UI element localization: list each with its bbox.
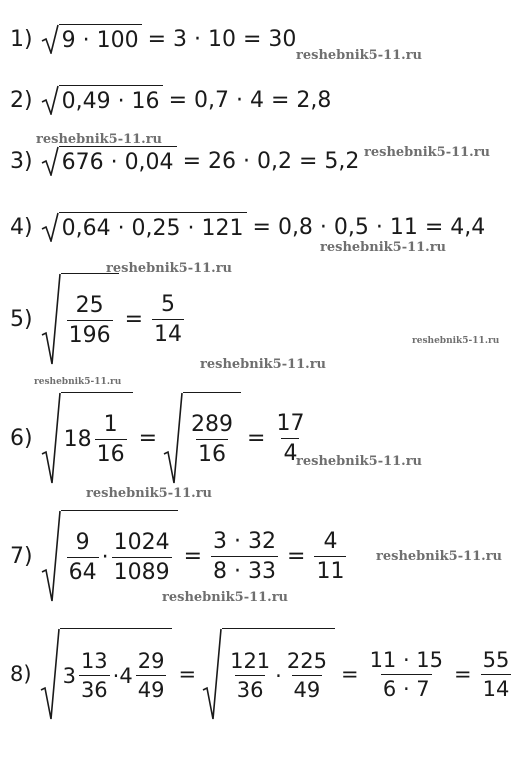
square-root xyxy=(163,392,241,484)
numerator: 13 xyxy=(80,649,108,673)
radicand: 0,64 · 0,25 · 121 xyxy=(59,212,247,242)
equation-row-1 xyxy=(10,24,302,54)
result-expression: = 3 · 10 = 30 xyxy=(147,26,297,52)
multiply-dot: · xyxy=(112,663,120,688)
numerator: 3 · 32 xyxy=(213,528,277,554)
radical-sign-icon xyxy=(41,146,59,176)
square-root xyxy=(41,24,142,54)
fraction xyxy=(481,648,512,701)
denominator: 8 · 33 xyxy=(211,556,278,584)
watermark: reshebnik5-11.ru xyxy=(296,454,423,469)
denominator: 16 xyxy=(95,439,127,467)
multiply-dot: · xyxy=(275,663,282,688)
numerator: 25 xyxy=(75,293,104,318)
problem-number: 5) xyxy=(10,306,33,332)
equals-sign: = xyxy=(287,543,306,569)
watermark: reshebnik5-11.ru xyxy=(412,336,500,346)
watermark: reshebnik5-11.ru xyxy=(364,145,491,160)
problem-number: 3) xyxy=(10,148,33,174)
radical-sign-icon xyxy=(41,273,61,365)
numerator: 1024 xyxy=(113,530,170,555)
radical-sign-icon xyxy=(41,392,61,484)
numerator: 9 xyxy=(75,530,90,555)
radical-sign-icon xyxy=(41,85,59,115)
square-root xyxy=(41,392,133,484)
radicand xyxy=(61,510,178,602)
numerator: 11 · 15 xyxy=(369,647,444,672)
result-expression: = 0,7 · 4 = 2,8 xyxy=(168,87,332,113)
denominator: 36 xyxy=(235,675,266,702)
radical-sign-icon xyxy=(40,628,60,720)
numerator: 17 xyxy=(276,410,305,436)
fraction xyxy=(189,412,235,467)
equals-sign: = xyxy=(178,662,197,686)
square-root xyxy=(41,273,119,365)
radicand xyxy=(61,392,133,484)
fraction xyxy=(79,649,110,702)
radicand: 9 · 100 xyxy=(59,24,142,54)
equation-row-5 xyxy=(10,273,187,365)
radical-sign-icon xyxy=(41,510,61,602)
equation-row-8 xyxy=(10,628,514,720)
equals-sign: = xyxy=(124,306,144,332)
watermark: reshebnik5-11.ru xyxy=(106,261,233,276)
problem-number: 6) xyxy=(10,425,33,451)
numerator: 1 xyxy=(103,412,118,437)
mixed-number xyxy=(64,412,130,467)
fraction xyxy=(211,529,278,584)
radical-sign-icon xyxy=(41,24,59,54)
numerator: 5 xyxy=(161,291,176,317)
result-expression: = 0,8 · 0,5 · 11 = 4,4 xyxy=(252,214,486,240)
problem-number: 4) xyxy=(10,214,33,240)
square-root xyxy=(41,212,247,242)
square-root xyxy=(202,628,335,720)
multiply-dot: · xyxy=(101,545,109,570)
fraction xyxy=(112,530,172,585)
equals-sign: = xyxy=(454,662,472,686)
mixed-number xyxy=(119,649,169,702)
numerator: 225 xyxy=(286,649,327,673)
square-root xyxy=(40,628,173,720)
radical-sign-icon xyxy=(163,392,183,484)
equals-sign: = xyxy=(138,425,158,451)
equals-sign: = xyxy=(340,662,359,686)
watermark: reshebnik5-11.ru xyxy=(86,486,213,501)
denominator: 49 xyxy=(136,675,167,702)
watermark: reshebnik5-11.ru xyxy=(34,377,122,387)
denominator: 16 xyxy=(196,439,228,467)
whole-part: 4 xyxy=(119,663,133,688)
numerator: 289 xyxy=(191,412,234,437)
watermark: reshebnik5-11.ru xyxy=(162,590,289,605)
numerator: 121 xyxy=(230,649,271,673)
equation-row-3 xyxy=(10,146,365,176)
mixed-number xyxy=(63,649,113,702)
square-root xyxy=(41,85,163,115)
fraction xyxy=(67,293,113,348)
fraction xyxy=(285,649,329,702)
fraction xyxy=(95,412,127,467)
radicand xyxy=(60,628,173,720)
result-expression: = 26 · 0,2 = 5,2 xyxy=(182,148,360,174)
fraction xyxy=(67,530,99,585)
numerator: 4 xyxy=(323,528,338,554)
watermark: reshebnik5-11.ru xyxy=(200,357,327,372)
denominator: 6 · 7 xyxy=(381,674,432,701)
watermark: reshebnik5-11.ru xyxy=(320,240,447,255)
square-root xyxy=(41,510,178,602)
denominator: 11 xyxy=(314,556,346,584)
watermark: reshebnik5-11.ru xyxy=(36,132,163,147)
fraction xyxy=(136,649,167,702)
denominator: 14 xyxy=(481,674,512,701)
denominator: 36 xyxy=(79,675,110,702)
fraction xyxy=(228,649,272,702)
radical-sign-icon xyxy=(41,212,59,242)
equals-sign: = xyxy=(183,543,203,569)
watermark: reshebnik5-11.ru xyxy=(296,48,423,63)
equation-row-4 xyxy=(10,212,491,242)
problem-number: 1) xyxy=(10,26,33,52)
square-root xyxy=(41,146,177,176)
numerator: 55 xyxy=(482,647,510,672)
problem-number: 8) xyxy=(10,662,32,686)
radicand xyxy=(222,628,335,720)
equation-row-7 xyxy=(10,510,349,602)
radicand xyxy=(61,273,119,365)
radicand: 676 · 0,04 xyxy=(59,146,177,176)
denominator: 64 xyxy=(67,557,99,585)
fraction xyxy=(314,529,346,584)
denominator: 49 xyxy=(292,675,323,702)
fraction xyxy=(152,292,184,347)
problem-number: 2) xyxy=(10,87,33,113)
denominator: 14 xyxy=(152,319,184,347)
equation-row-6 xyxy=(10,392,309,484)
equals-sign: = xyxy=(247,425,266,451)
fraction xyxy=(368,648,445,701)
radicand xyxy=(183,392,241,484)
denominator: 1089 xyxy=(112,557,172,585)
problem-number: 7) xyxy=(10,543,33,569)
equation-row-2 xyxy=(10,85,337,115)
radicand: 0,49 · 16 xyxy=(59,85,163,115)
whole-part: 3 xyxy=(62,663,76,688)
whole-part: 18 xyxy=(63,427,92,452)
denominator: 4 xyxy=(281,438,299,466)
numerator: 29 xyxy=(137,649,165,673)
denominator: 196 xyxy=(67,320,113,348)
radical-sign-icon xyxy=(202,628,222,720)
watermark: reshebnik5-11.ru xyxy=(376,549,503,564)
